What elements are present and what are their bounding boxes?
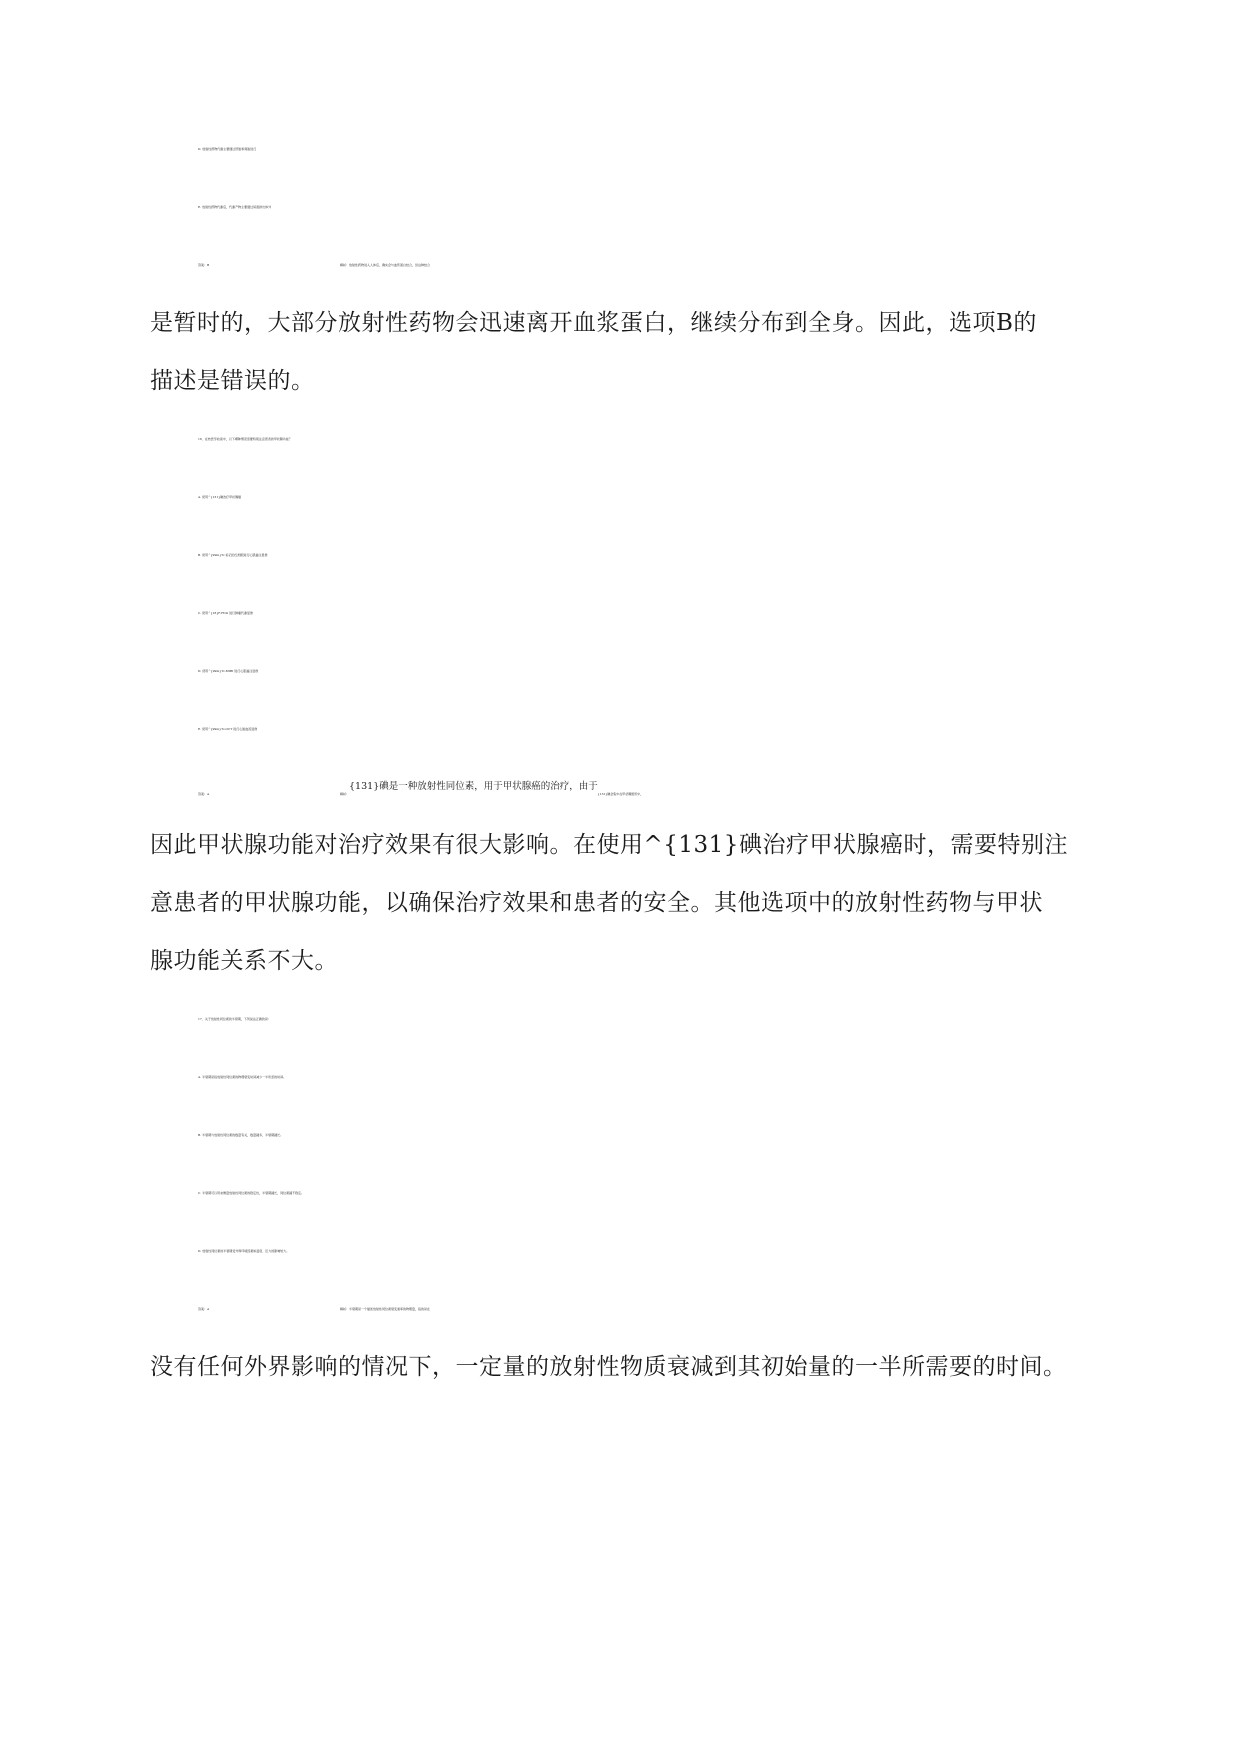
q15-option-d: D. 放射性药物代谢主要通过肝脏和肾脏进行 — [198, 147, 257, 151]
q16-analysis-line4: 腺功能关系不大。 — [150, 948, 338, 974]
q15-option-e: E. 放射性药物代谢后，代谢产物主要通过尿液排出体外 — [198, 205, 272, 209]
q17-answer-line — [198, 1294, 1158, 1324]
q16-question: 16、在核医学检查中，以下哪种情况需要特别注意患者的甲状腺功能？ — [198, 437, 292, 441]
q15-answer-line — [198, 250, 1158, 280]
q16-analysis-prefix: 解析： — [340, 792, 350, 796]
q15-answer: 答案：B — [198, 263, 210, 267]
q16-answer-line — [198, 772, 1158, 809]
q16-analysis-line1-rest: {131}碘会集中在甲状腺组织中， — [597, 792, 644, 796]
q16-option-d: D. 使用^{99m}Tc-MIBI 进行心肌灌注显像 — [198, 669, 259, 673]
q16-option-b: B. 使用^{99m}Tc 标记的红细胞进行心肌灌注显像 — [198, 553, 268, 557]
q15-analysis-line1: 解析：放射性药物进入人体后，确实会与血浆蛋白结合，但这种结合 — [340, 263, 431, 267]
q16-analysis-small-text: {131}碘是一种放射性同位素，用于甲状腺癌的治疗，由于 — [349, 781, 598, 792]
q17-option-c: C. 半衰期可以用来衡量放射性同位素的稳定性，半衰期越长，同位素越不稳定。 — [198, 1191, 305, 1195]
q17-analysis-line1: 解析：半衰期是一个描述放射性同位素衰变速率的物理量，指的是在 — [340, 1307, 431, 1311]
q16-answer: 答案：A — [198, 792, 210, 796]
q17-analysis-line2: 没有任何外界影响的情况下，一定量的放射性物质衰减到其初始量的一半所需要的时间。 — [150, 1354, 1067, 1380]
q16-option-c: C. 使用^{18}F-FDG 进行肿瘤代谢显像 — [198, 611, 254, 615]
q15-analysis-line3: 描述是错误的。 — [150, 368, 315, 394]
q17-option-b: B. 半衰期与放射性同位素的数量有关，数量越多，半衰期越长。 — [198, 1133, 284, 1137]
q15-analysis-line2: 是暂时的，大部分放射性药物会迅速离开血浆蛋白，继续分布到全身。因此，选项B的 — [150, 310, 1037, 336]
q17-option-a: A. 半衰期是指放射性同位素的物理衰变时间减少一半所需的时间。 — [198, 1075, 287, 1079]
q16-option-a: A. 使用^{131}碘治疗甲状腺癌 — [198, 495, 242, 499]
q17-option-d: D. 放射性同位素的半衰期受外界环境因素如温度、压力的影响较大。 — [198, 1249, 290, 1253]
q16-option-e: E. 使用^{99m}Tc-OCT 进行心脏血流显像 — [198, 727, 258, 731]
q16-analysis-line2: 因此甲状腺功能对治疗效果有很大影响。在使用^{131}碘治疗甲状腺癌时，需要特别注 — [150, 832, 1068, 858]
q17-question: 17、关于放射性同位素的半衰期，下列说法正确的是： — [198, 1017, 271, 1021]
q16-analysis-line3: 意患者的甲状腺功能，以确保治疗效果和患者的安全。其他选项中的放射性药物与甲状 — [150, 890, 1043, 916]
q17-answer: 答案：A — [198, 1307, 210, 1311]
